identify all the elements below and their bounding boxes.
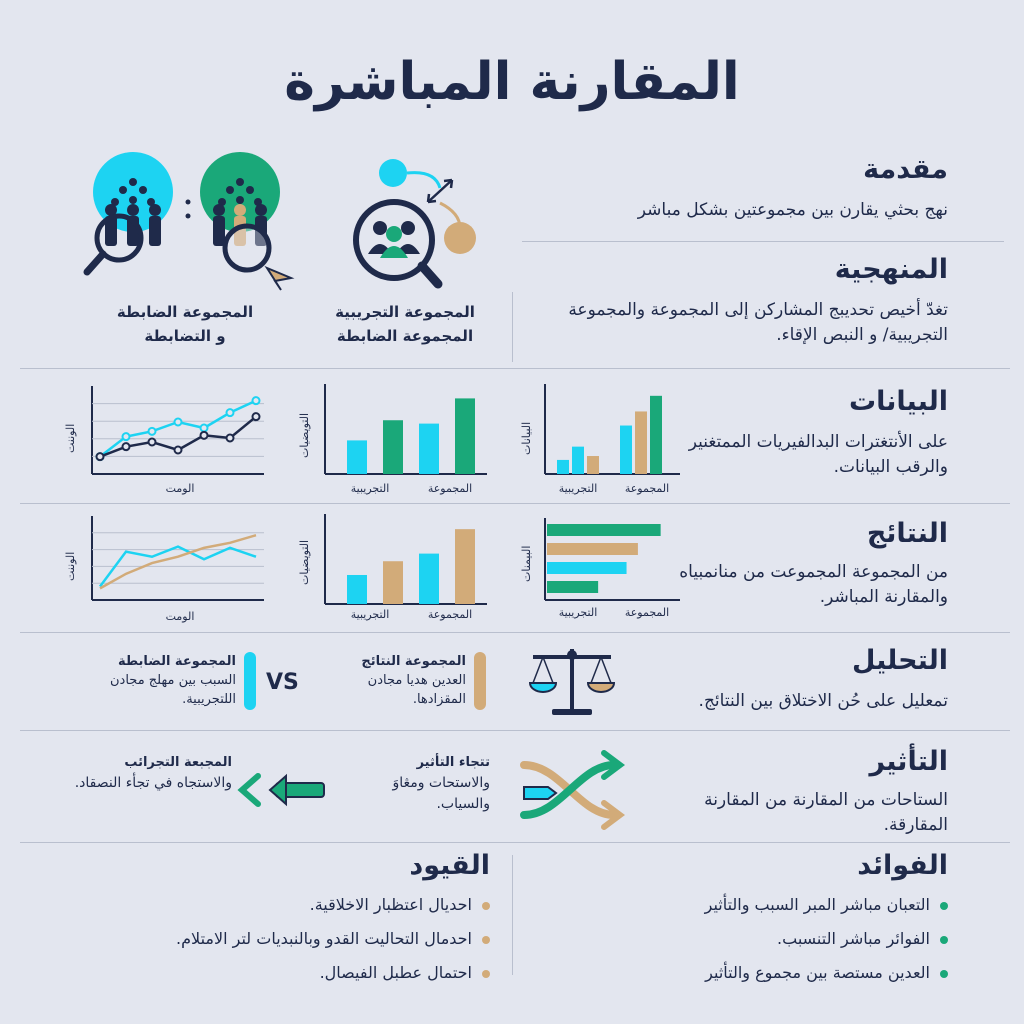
data-point xyxy=(201,432,208,439)
compare-left-block xyxy=(60,652,236,709)
list-item: الفوائر مباشر التنسبب. xyxy=(528,922,948,956)
control-label-line-1: المجموعة الضابطة xyxy=(116,303,254,321)
analysis-text: تمعليل على حُن الاختلاق بين النتائج. xyxy=(698,691,948,711)
impact-right-title: تتجاء التأثير xyxy=(416,755,490,770)
bar xyxy=(557,460,569,474)
list-item: العدين مستصة بين مجموع والتأثير xyxy=(528,956,948,990)
bar xyxy=(383,420,403,474)
chart-1-ylabel: الوننت xyxy=(64,423,77,453)
data-point xyxy=(253,413,260,420)
impact-title: التأثير xyxy=(869,746,948,777)
data-point xyxy=(175,447,182,454)
bar xyxy=(347,575,367,604)
bullet-icon xyxy=(482,970,490,978)
compare-left-text: السبب بين مهلج مجادن اللتجريبية. xyxy=(110,673,236,707)
chart-5-cat-1: التجريبية xyxy=(350,608,390,621)
data-point xyxy=(149,428,156,435)
bar xyxy=(383,561,403,604)
chart-3-cat-1: التجريبية xyxy=(558,482,598,495)
data-point xyxy=(123,433,130,440)
experimental-label-line-2: المجموعة الضابطة xyxy=(336,327,474,345)
chart-3-cat-2: المجموعة xyxy=(624,482,670,495)
chart-6-cat-1: التجريبية xyxy=(558,606,598,619)
analysis-title: التحليل xyxy=(851,645,948,676)
bar xyxy=(547,581,598,593)
list-item: احتمال عطبل الفيصال. xyxy=(60,956,490,990)
bullet-icon xyxy=(940,902,948,910)
data-text: على الأنتغترات البدالفيريات الممتغنير والرقب البيانات. xyxy=(688,432,948,477)
data-point xyxy=(123,443,130,450)
bar xyxy=(547,543,638,555)
scale-icon xyxy=(527,643,617,719)
data-point xyxy=(149,439,156,446)
divider xyxy=(20,842,1010,843)
page-title: المقارنة المباشرة xyxy=(284,52,740,112)
chart-2-ylabel: التويضيات xyxy=(298,412,311,458)
method-title: المنهجية xyxy=(834,254,948,285)
bar xyxy=(419,554,439,604)
bar xyxy=(547,562,627,574)
impact-right-text: والاستحات ومڠاوَ والسياب. xyxy=(392,775,490,812)
impact-left-text: والاستجاه في تجأء النصقاد. xyxy=(74,775,232,791)
results-text: من المجموعة المجموعت من منانمبياه والمقارنة المباشر. xyxy=(679,562,948,607)
list-item: احدمال التحاليت القدو وبالنبديات لتر الامتلام. xyxy=(60,922,490,956)
list-item: التعبان مباشر المبر السبب والتأثير xyxy=(528,888,948,922)
impact-left-block xyxy=(62,752,232,794)
data-point xyxy=(175,419,182,426)
bar xyxy=(572,447,584,474)
impact-left-title: المجبعة التجرائب xyxy=(124,755,232,770)
data-point xyxy=(227,435,234,442)
chart-6-ylabel: البيمنات xyxy=(520,545,533,583)
chart-4-ylabel: الوننت xyxy=(64,551,77,581)
bar xyxy=(419,424,439,474)
series-line xyxy=(100,535,256,588)
data-point xyxy=(201,425,208,432)
impact-text: الستاحات من المقارنة من المقارنة المقارقة. xyxy=(704,790,948,835)
divider xyxy=(20,730,1010,731)
bar xyxy=(547,524,661,536)
list-item: احديال اعتظبار الاخلاقية. xyxy=(60,888,490,922)
data-point xyxy=(97,453,104,460)
experimental-label-line-1: المجموعة التجريبية xyxy=(335,303,475,321)
chart-1-xlabel: الومت xyxy=(165,482,195,495)
bar xyxy=(455,398,475,474)
impact-right-block xyxy=(350,752,490,815)
bar xyxy=(455,529,475,604)
data-point xyxy=(227,409,234,416)
chart-3-ylabel: البيانات xyxy=(520,421,533,455)
divider xyxy=(512,855,513,975)
bar xyxy=(587,456,599,474)
left-compare-bar xyxy=(244,652,256,710)
control-label-line-2: و التضابطة xyxy=(144,327,226,345)
vs-label: VS xyxy=(266,670,299,695)
chart-6-cat-2: المجموعة xyxy=(624,606,670,619)
data-title: البيانات xyxy=(849,386,948,417)
compare-right-text: العدين هديا مجادن المقزادها. xyxy=(367,673,466,707)
chart-2-cat-1: التجريبية xyxy=(350,482,390,495)
chart-2-cat-2: المجموعة xyxy=(427,482,473,495)
bar xyxy=(347,440,367,474)
data-point xyxy=(253,397,260,404)
bar xyxy=(650,396,662,474)
bar xyxy=(635,411,647,474)
benefits-title: الفوائد xyxy=(857,850,948,881)
bullet-icon xyxy=(940,936,948,944)
limits-list xyxy=(60,888,490,990)
bullet-icon xyxy=(482,902,490,910)
shuffle-icon xyxy=(520,745,630,831)
bullet-icon xyxy=(482,936,490,944)
limits-title: القيود xyxy=(409,850,490,881)
bar xyxy=(620,426,632,474)
chart-5-ylabel: التويضيات xyxy=(298,539,311,585)
results-title: النتائج xyxy=(866,518,948,549)
intro-text: نهج بحثي يقارن بين مجموعتين بشكل مباشر xyxy=(637,200,948,220)
compare-left-title: المجموعة الضابطة xyxy=(117,654,236,669)
chart-4-xlabel: الومت xyxy=(165,610,195,623)
right-compare-bar xyxy=(474,652,486,710)
compare-right-title: المجموعة النتائج xyxy=(361,654,466,669)
benefits-list xyxy=(528,888,948,990)
bullet-icon xyxy=(940,970,948,978)
chart-5-cat-2: المجموعة xyxy=(427,608,473,621)
intro-title: مقدمة xyxy=(863,154,948,185)
arrow-left-icon xyxy=(236,770,331,810)
compare-right-block xyxy=(320,652,466,709)
method-text: تغدّ أخيص تحديبج المشاركن إلى المجموعة والمجموعة التجريبية/ و النبص الإقاء. xyxy=(568,300,948,345)
